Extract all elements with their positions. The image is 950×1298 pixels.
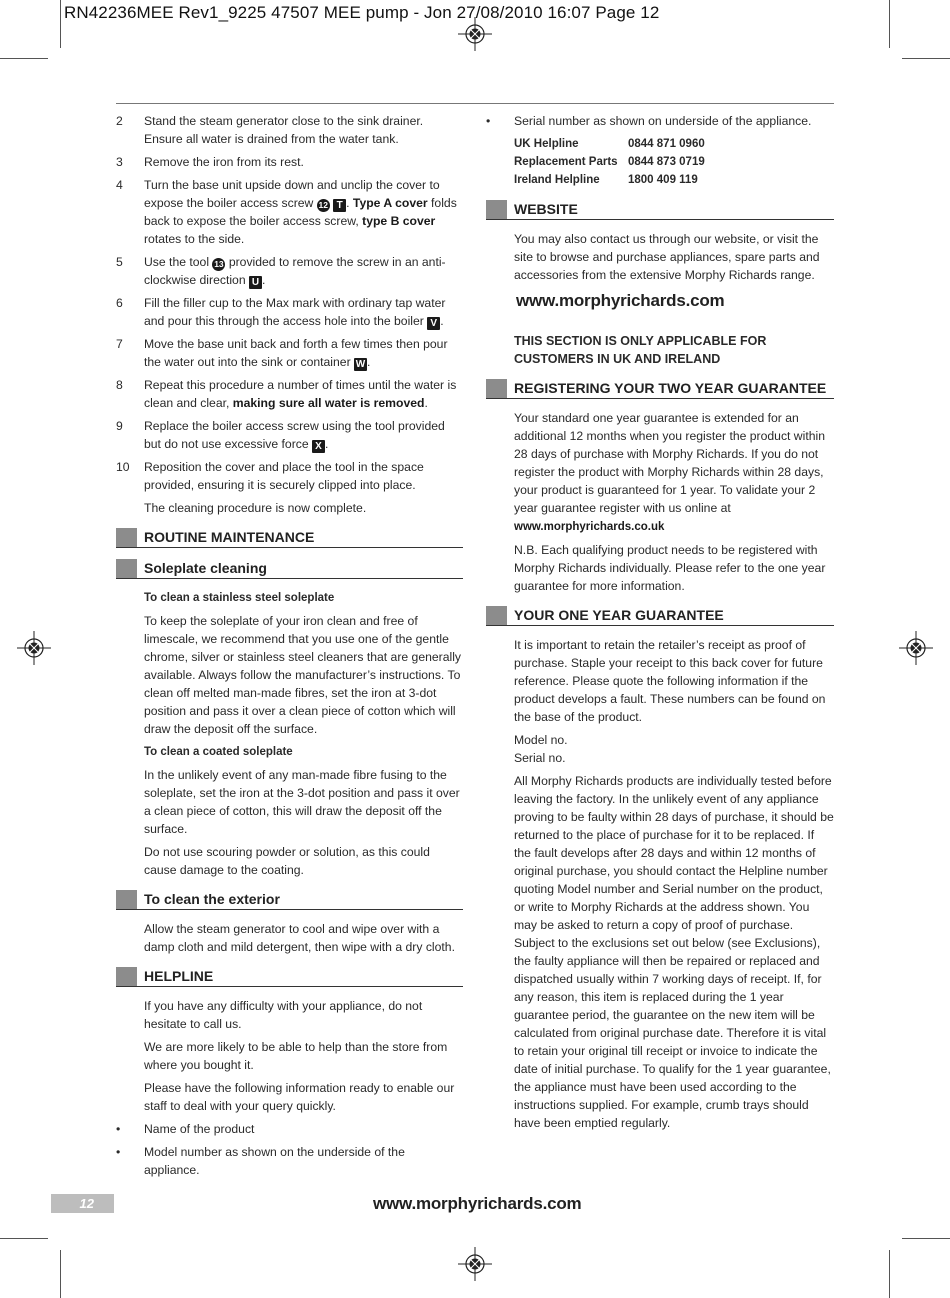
paragraph: Do not use scouring powder or solution, as this could cause damage to the coating. [144, 845, 430, 877]
contact-row: Ireland Helpline 1800 409 119 [514, 174, 698, 186]
paragraph: All Morphy Richards products are individually tested before leaving the factory. In the unlikely event of any appliance proving to be faulty within 28 days of purchase, it should be returned to the place of purchase for it to be replaced. If the fault develops after 28 days and within 12 months of original purchase, you should contact the Helpline number quoting Model number and Serial number on the product, or write to Morphy Richards at the address shown. You may be asked to return a copy of proof of purchase. Subject to the exclusions set out below (see Exclusions), the faulty appliance will then be repaired or replaced and dispatched usually within 7 working days of receipt. If, for any reason, this item is replaced during the 1 year guarantee period, the guarantee on the new item will be calculated from original purchase date. Therefore it is vital to retain your original till receipt or invoice to indicate the date of initial purchase. To qualify for the 1 year guarantee, the appliance must have been used according to the instructions supplied. For example, crumb trays should have been emptied regularly. [514, 774, 834, 1130]
step-text: Turn the base unit upside down and unclip the cover to expose the boiler access screw 12 T . Type A cover folds back to expose the boiler access screw, type B cover rotates to the side. [144, 178, 457, 246]
step-text: Repeat this procedure a number of times until the water is clean and clear, making sure all water is removed. [144, 378, 457, 410]
section-heading [116, 967, 463, 987]
page-number-tab [51, 1194, 114, 1213]
heading-block [486, 606, 507, 625]
paragraph: Please have the following information ready to enable our staff to deal with your query quickly. [144, 1081, 455, 1113]
section-heading [486, 200, 834, 220]
left-column [116, 103, 463, 1184]
step-item [116, 153, 463, 171]
right-column [486, 103, 834, 1137]
registration-mark-icon [899, 631, 933, 665]
section-heading [116, 559, 463, 579]
paragraph: If you have any difficulty with your appliance, do not hesitate to call us. [144, 999, 423, 1031]
step-text: Stand the steam generator close to the sink drainer. Ensure all water is drained from the water tank. [144, 114, 424, 146]
registration-mark-icon [458, 17, 492, 51]
heading-block [486, 200, 507, 219]
heading-block [116, 890, 137, 909]
paragraph: Your standard one year guarantee is extended for an additional 12 months when you register the product within 28 days of purchase with Morphy Richards. If you do not register the product with Morphy Richards within 28 days, your product is guaranteed for 1 year. To validate your 2 year guarantee register with us online at www.morphyrichards.co.uk [514, 411, 825, 533]
subheading: To clean a stainless steel soleplate [144, 592, 335, 604]
step-item [116, 376, 463, 412]
step-item [116, 335, 463, 371]
crop-mark [0, 1238, 48, 1239]
heading-text: YOUR ONE YEAR GUARANTEE [514, 607, 724, 623]
page-number: 12 [79, 1196, 94, 1211]
paragraph: Allow the steam generator to cool and wipe over with a damp cloth and mild detergent, then wipe with a dry cloth. [144, 922, 455, 954]
step-number: 10 [116, 460, 130, 474]
section-heading [116, 528, 463, 548]
heading-text: HELPLINE [144, 968, 214, 984]
step-item [116, 253, 463, 289]
crop-mark [889, 0, 890, 48]
figure-t-icon: T [333, 199, 346, 212]
footer-website-logo[interactable]: www.morphyrichards.com [373, 1194, 582, 1213]
step-item [116, 176, 463, 248]
contact-row: Replacement Parts 0844 873 0719 [514, 156, 705, 168]
step-item [116, 417, 463, 453]
callout-13-icon: 13 [214, 259, 224, 269]
step-text: Remove the iron from its rest. [144, 155, 304, 169]
step-item [116, 458, 463, 494]
heading-text: ROUTINE MAINTENANCE [144, 529, 315, 545]
heading-text: To clean the exterior [144, 891, 280, 907]
printer-slug: RN42236MEE Rev1_9225 47507 MEE pump - Jon 27/08/2010 16:07 Page 12 [64, 3, 660, 22]
heading-block [116, 967, 137, 986]
registration-mark-icon [17, 631, 51, 665]
step-number: 9 [116, 419, 123, 433]
paragraph: We are more likely to be able to help than the store from where you bought it. [144, 1040, 448, 1072]
heading-text: Soleplate cleaning [144, 560, 267, 576]
crop-mark [902, 1238, 950, 1239]
figure-u-icon: U [249, 276, 262, 289]
step-text: Reposition the cover and place the tool in the space provided, ensuring it is securely clipped into place. [144, 460, 424, 492]
region-note: THIS SECTION IS ONLY APPLICABLE FOR CUSTOMERS IN UK AND IRELAND [514, 334, 767, 366]
step-text: Fill the filler cup to the Max mark with ordinary tap water and pour this through the access hole into the boiler V . [144, 296, 446, 329]
step-item [116, 294, 463, 330]
model-serial: Model no. Serial no. [514, 733, 568, 765]
step-item [116, 112, 463, 148]
paragraph: To keep the soleplate of your iron clean and free of limescale, we recommend that you use one of the gentle chrome, silver or stainless steel cleaners that are generally available. Always follow the manufacturer’s instructions. To clean off melted man-made fibres, set the iron at 3-dot position and pass it over a clean piece of cotton which will draw the deposit off the surface. [144, 614, 462, 736]
heading-block [486, 379, 507, 398]
paragraph: You may also contact us through our website, or visit the site to browse and purchase appliances, spare parts and accessories from the extensive Morphy Richards range. [514, 232, 820, 282]
list-item: • Model number as shown on the underside of the appliance. [116, 1145, 405, 1177]
crop-mark [60, 0, 61, 48]
step-text: Move the base unit back and forth a few times then pour the water out into the sink or container W . [144, 337, 448, 370]
heading-text: REGISTERING YOUR TWO YEAR GUARANTEE [514, 380, 827, 396]
step-number: 5 [116, 255, 123, 269]
crop-mark [902, 58, 950, 59]
step-number: 4 [116, 178, 123, 192]
step-number: 2 [116, 114, 123, 128]
crop-mark [60, 1250, 61, 1298]
step-number: 7 [116, 337, 123, 351]
paragraph: It is important to retain the retailer’s receipt as proof of purchase. Staple your receipt to this back cover for future reference. Please quote the following information if the product develops a fault. These numbers can be found on the base of the product. [514, 638, 826, 724]
step-text: Use the tool 13 provided to remove the screw in an anti-clockwise direction U . [144, 255, 446, 288]
callout-12-icon: 12 [318, 200, 328, 210]
crop-mark [0, 58, 48, 59]
section-heading [486, 606, 834, 626]
step-text: Replace the boiler access screw using the tool provided but do not use excessive force X . [144, 419, 445, 452]
paragraph: In the unlikely event of any man-made fibre fusing to the soleplate, set the iron at the 3-dot position and pass it over a clean piece of cotton, this will draw the deposit off the surface. [144, 768, 460, 836]
figure-x-icon: X [312, 440, 325, 453]
list-item: • Serial number as shown on underside of the appliance. [486, 114, 812, 128]
heading-block [116, 559, 137, 578]
completion-note: The cleaning procedure is now complete. [144, 501, 367, 515]
crop-mark [889, 1250, 890, 1298]
heading-text: WEBSITE [514, 201, 578, 217]
list-item: • Name of the product [116, 1122, 255, 1136]
step-number: 3 [116, 155, 123, 169]
paragraph: N.B. Each qualifying product needs to be registered with Morphy Richards individually. Please refer to the one year guarantee for more information. [514, 543, 826, 593]
contact-row: UK Helpline 0844 871 0960 [514, 138, 705, 150]
figure-v-icon: V [427, 317, 440, 330]
step-number: 8 [116, 378, 123, 392]
step-number: 6 [116, 296, 123, 310]
registration-mark-icon [458, 1247, 492, 1281]
subheading: To clean a coated soleplate [144, 746, 293, 758]
heading-block [116, 528, 137, 547]
section-heading [486, 379, 834, 399]
section-heading [116, 890, 463, 910]
website-logo[interactable]: www.morphyrichards.com [516, 291, 725, 310]
figure-w-icon: W [355, 359, 366, 370]
register-link[interactable]: www.morphyrichards.co.uk [514, 521, 665, 533]
